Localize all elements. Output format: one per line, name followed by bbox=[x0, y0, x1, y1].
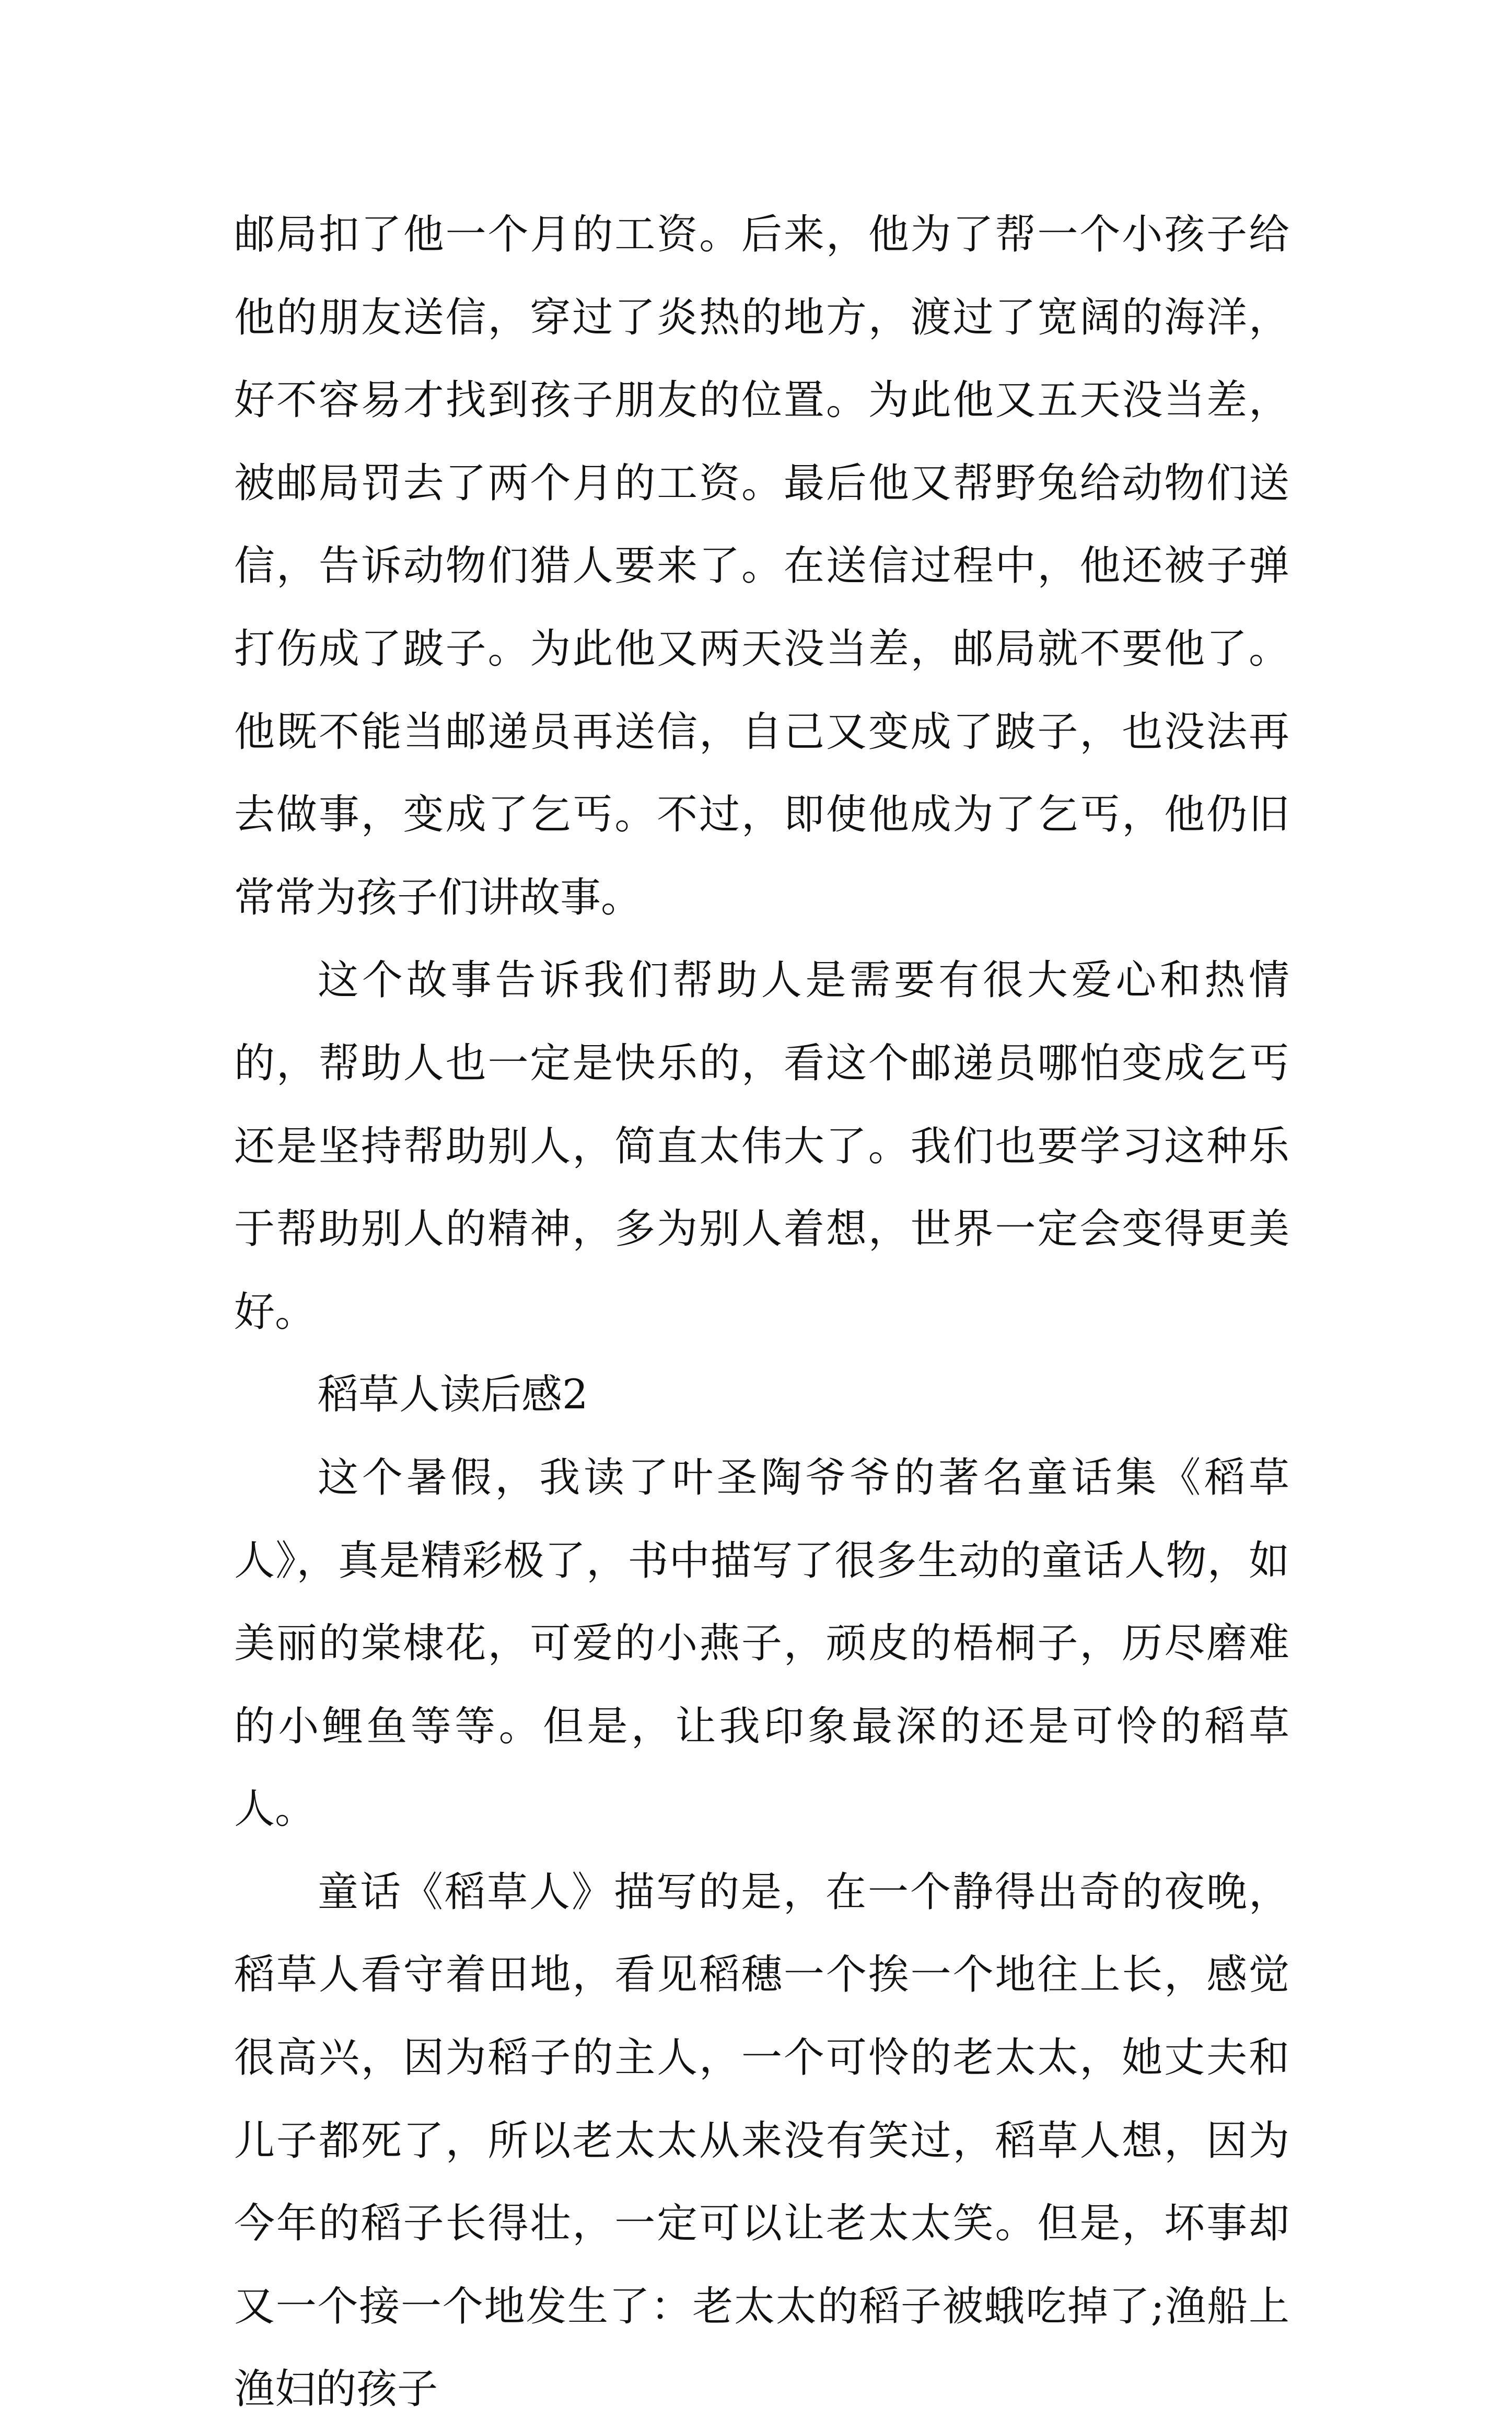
paragraph-story-continuation: 邮局扣了他一个月的工资。后来，他为了帮一个小孩子给他的朋友送信，穿过了炎热的地方，渡过了宽阔的海洋，好不容易才找到孩子朋友的位置。为此他又五天没当差，被邮局罚去了两个月的工资。最后他又帮野兔给动物们送信，告诉动物们猎人要来了。在送信过程中，他还被子弹打伤成了跛子。为此他又两天没当差，邮局就不要他了。他既不能当邮递员再送信，自己又变成了跛子，也没法再去做事，变成了乞丐。不过，即使他成为了乞丐，他仍旧常常为孩子们讲故事。 bbox=[234, 211, 1289, 921]
paragraph-summer-reading: 这个暑假，我读了叶圣陶爷爷的著名童话集《稻草人》，真是精彩极了，书中描写了很多生动的童话人物，如美丽的棠棣花，可爱的小燕子，顽皮的梧桐子，历尽磨难的小鲤鱼等等。但是，让我印象最深的还是可怜的稻草人。 bbox=[234, 1454, 1289, 1833]
paragraph-story-moral: 这个故事告诉我们帮助人是需要有很大爱心和热情的，帮助人也一定是快乐的，看这个邮递员哪怕变成乞丐还是坚持帮助别人，简直太伟大了。我们也要学习这种乐于帮助别人的精神，多为别人着想，世界一定会变得更美好。 bbox=[234, 957, 1289, 1336]
section-heading: 稻草人读后感2 bbox=[318, 1371, 588, 1419]
document-body bbox=[234, 193, 1289, 2431]
paragraph-scarecrow-story: 童话《稻草人》描写的是，在一个静得出奇的夜晚，稻草人看守着田地，看见稻穗一个挨一个地往上长，感觉很高兴，因为稻子的主人，一个可怜的老太太，她丈夫和儿子都死了，所以老太太从来没有笑过，稻草人想，因为今年的稻子长得壮，一定可以让老太太笑。但是，坏事却又一个接一个地发生了：老太太的稻子被蛾吃掉了;渔船上渔妇的孩子 bbox=[234, 1868, 1289, 2413]
